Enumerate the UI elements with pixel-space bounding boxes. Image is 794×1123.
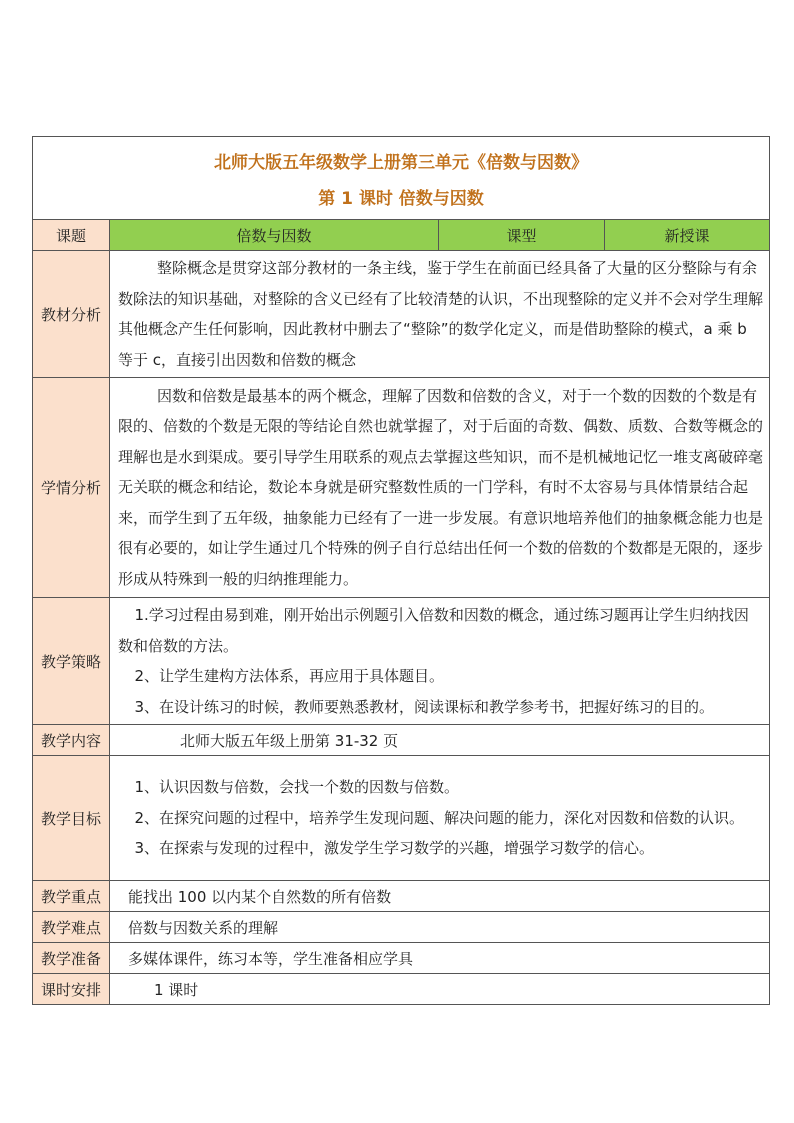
student-analysis-cell — [110, 378, 770, 598]
lesson-type-label: 课型 — [439, 220, 605, 251]
strategy-row — [33, 598, 770, 725]
lesson-subtitle: 第 1 课时 倍数与因数 — [318, 189, 484, 209]
strategy-cell — [110, 598, 770, 725]
goal-item: 2、在探究问题的过程中，培养学生发现问题、解决问题的能力，深化对因数和倍数的认识。 — [134, 808, 745, 827]
key-point-label: 教学重点 — [33, 881, 110, 912]
goal-item: 1、认识因数与倍数，会找一个数的因数与倍数。 — [134, 778, 460, 797]
material-analysis-text: 整除概念是贯穿这部分教材的一条主线，鉴于学生在前面已经具备了大量的区分整除与有余数除法的知识基础，对整除的含义已经有了比较清楚的认识，不出现整除的定义并不会对学生理解其他概念产生任何影响，因此教材中删去了“整除”的数学化定义，而是借助整除的模式，a 乘 b 等于 c，直接引出因数和倍数的概念 — [118, 259, 764, 369]
material-analysis-label: 教材分析 — [33, 251, 110, 378]
key-point-row — [33, 881, 770, 912]
teaching-content-label: 教学内容 — [33, 725, 110, 756]
lesson-plan-table — [32, 136, 770, 1005]
difficulty-label: 教学难点 — [33, 912, 110, 943]
student-analysis-label: 学情分析 — [33, 378, 110, 598]
meta-row — [33, 220, 770, 251]
document-title: 北师大版五年级数学上册第三单元《倍数与因数》 — [214, 153, 588, 173]
content-row — [33, 725, 770, 756]
teaching-goals-cell — [110, 756, 770, 881]
difficulty-row — [33, 912, 770, 943]
strategy-item: 3、在设计练习的时候，教师要熟悉教材，阅读课标和教学参考书，把握好练习的目的。 — [134, 697, 715, 716]
lesson-plan — [32, 136, 769, 1005]
schedule-label: 课时安排 — [33, 974, 110, 1005]
goal-item: 3、在探索与发现的过程中，激发学生学习数学的兴趣，增强学习数学的信心。 — [134, 839, 655, 858]
goals-row — [33, 756, 770, 881]
student-analysis-text: 因数和倍数是最基本的两个概念，理解了因数和倍数的含义，对于一个数的因数的个数是有限的、倍数的个数是无限的等结论自然也就掌握了，对于后面的奇数、偶数、质数、合数等概念的理解也是水到渠成。要引导学生用联系的观点去掌握这些知识，而不是机械地记忆一堆支离破碎毫无关联的概念和结论，数论本身就是研究整数性质的一门学科，有时不太容易与具体情景结合起来，而学生到了五年级，抽象能力已经有了一进一步发展。有意识地培养他们的抽象概念能力也是很有必要的，如让学生通过几个特殊的例子自行总结出任何一个数的倍数的个数都是无限的，逐步形成从特殊到一般的归纳推理能力。 — [118, 386, 764, 588]
student-analysis-row — [33, 378, 770, 598]
key-point-value: 能找出 100 以内某个自然数的所有倍数 — [110, 881, 770, 912]
lesson-type-value: 新授课 — [605, 220, 770, 251]
title-cell — [33, 137, 770, 220]
preparation-row — [33, 943, 770, 974]
topic-label: 课题 — [33, 220, 110, 251]
strategy-label: 教学策略 — [33, 598, 110, 725]
material-analysis-cell — [110, 251, 770, 378]
difficulty-value: 倍数与因数关系的理解 — [110, 912, 770, 943]
teaching-goals-label: 教学目标 — [33, 756, 110, 881]
material-analysis-row — [33, 251, 770, 378]
preparation-label: 教学准备 — [33, 943, 110, 974]
teaching-content-value: 北师大版五年级上册第 31-32 页 — [110, 725, 770, 756]
preparation-value: 多媒体课件，练习本等，学生准备相应学具 — [110, 943, 770, 974]
schedule-value: 1 课时 — [110, 974, 770, 1005]
strategy-item: 1.学习过程由易到难，刚开始出示例题引入倍数和因数的概念，通过练习题再让学生归纳找因数和倍数的方法。 — [118, 606, 749, 655]
strategy-item: 2、让学生建构方法体系，再应用于具体题目。 — [134, 667, 445, 685]
title-row — [33, 137, 770, 220]
schedule-row — [33, 974, 770, 1005]
topic-value: 倍数与因数 — [110, 220, 439, 251]
